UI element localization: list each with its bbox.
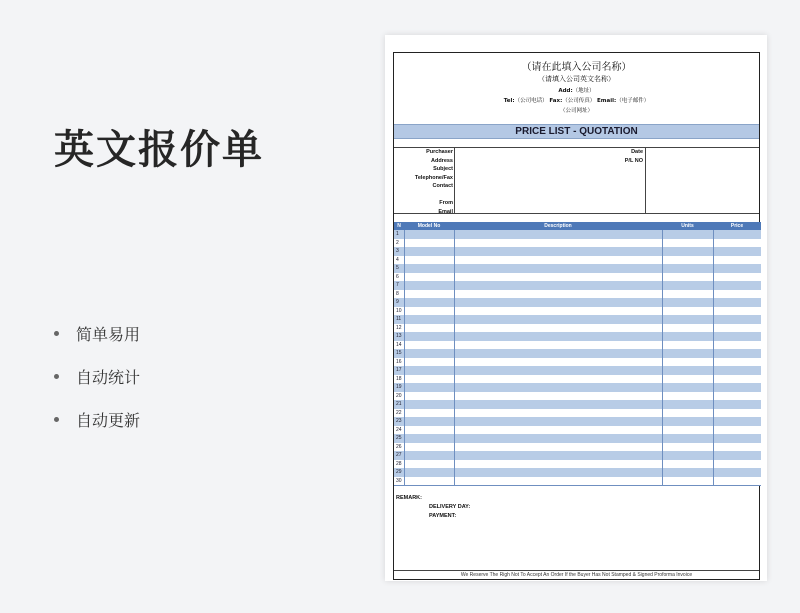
- table-cell: [662, 400, 713, 409]
- table-cell: [713, 273, 761, 282]
- row-number: 7: [394, 281, 404, 290]
- table-cell: [713, 426, 761, 435]
- table-cell: [662, 383, 713, 392]
- table-cell: [713, 460, 761, 469]
- table-row: [394, 281, 761, 290]
- row-number: 5: [394, 264, 404, 273]
- table-cell: [454, 392, 662, 401]
- row-number: 21: [394, 400, 404, 409]
- table-cell: [454, 375, 662, 384]
- table-cell: [404, 426, 454, 435]
- table-cell: [713, 392, 761, 401]
- table-body: [394, 230, 761, 485]
- table-cell: [404, 366, 454, 375]
- row-number: 30: [394, 477, 404, 486]
- table-cell: [454, 460, 662, 469]
- table-cell: [454, 383, 662, 392]
- table-cell: [404, 460, 454, 469]
- feature-label: 自动统计: [76, 368, 141, 387]
- table-cell: [404, 383, 454, 392]
- table-cell: [404, 230, 454, 239]
- table-row: [394, 264, 761, 273]
- table-cell: [404, 434, 454, 443]
- row-number: 1: [394, 230, 404, 239]
- table-cell: [713, 341, 761, 350]
- company-website: （公司网址）: [559, 108, 593, 114]
- row-number: 19: [394, 383, 404, 392]
- table-row: [394, 247, 761, 256]
- table-cell: [404, 298, 454, 307]
- remark-label: REMARK:: [396, 494, 422, 501]
- table-cell: [713, 264, 761, 273]
- blank-label: [394, 192, 453, 201]
- table-cell: [662, 366, 713, 375]
- table-cell: [713, 315, 761, 324]
- table-cell: [662, 315, 713, 324]
- table-row: [394, 358, 761, 367]
- table-cell: [404, 468, 454, 477]
- address-label: Address: [430, 157, 453, 164]
- row-number: 24: [394, 426, 404, 435]
- table-cell: [662, 332, 713, 341]
- table-cell: [662, 468, 713, 477]
- row-number: 8: [394, 290, 404, 299]
- price-list-title: PRICE LIST - QUOTATION: [394, 124, 759, 139]
- email-label: Email:: [597, 98, 617, 104]
- table-cell: [404, 332, 454, 341]
- table-cell: [713, 290, 761, 299]
- table-cell: [454, 230, 662, 239]
- tel-value: （公司电话）: [514, 98, 548, 104]
- table-cell: [662, 264, 713, 273]
- table-cell: [454, 417, 662, 426]
- feature-item: [54, 398, 140, 441]
- table-cell: [713, 332, 761, 341]
- info-block: [394, 147, 759, 214]
- table-cell: [454, 256, 662, 265]
- table-cell: [662, 349, 713, 358]
- table-row: [394, 451, 761, 460]
- table-cell: [454, 409, 662, 418]
- table-cell: [454, 443, 662, 452]
- table-row: [394, 230, 761, 239]
- table-row: [394, 468, 761, 477]
- table-row: [394, 477, 761, 486]
- table-cell: [713, 434, 761, 443]
- row-number: 13: [394, 332, 404, 341]
- table-cell: [662, 375, 713, 384]
- table-row: [394, 332, 761, 341]
- table-cell: [454, 307, 662, 316]
- divider: [645, 148, 646, 213]
- table-cell: [454, 315, 662, 324]
- row-number: 12: [394, 324, 404, 333]
- table-cell: [404, 477, 454, 486]
- table-cell: [713, 281, 761, 290]
- table-cell: [404, 256, 454, 265]
- table-cell: [662, 443, 713, 452]
- table-cell: [662, 409, 713, 418]
- table-cell: [713, 468, 761, 477]
- info-left-labels: [394, 149, 453, 217]
- table-cell: [404, 273, 454, 282]
- fax-value: （公司传真）: [562, 98, 596, 104]
- company-address: [394, 86, 759, 94]
- table-cell: [454, 366, 662, 375]
- table-cell: [662, 290, 713, 299]
- table-row: [394, 417, 761, 426]
- row-number: 16: [394, 358, 404, 367]
- table-cell: [713, 247, 761, 256]
- payment-label: PAYMENT:: [429, 512, 457, 519]
- col-model-no: Model No: [404, 222, 454, 230]
- feature-label: 自动更新: [76, 411, 141, 430]
- bullet-icon: [54, 331, 59, 336]
- table-cell: [713, 417, 761, 426]
- row-number: 2: [394, 239, 404, 248]
- row-number: 6: [394, 273, 404, 282]
- email-label: Email: [438, 208, 453, 215]
- table-row: [394, 375, 761, 384]
- table-row: [394, 443, 761, 452]
- table-row: [394, 273, 761, 282]
- table-cell: [713, 451, 761, 460]
- row-number: 10: [394, 307, 404, 316]
- table-cell: [454, 451, 662, 460]
- table-cell: [404, 281, 454, 290]
- table-cell: [713, 366, 761, 375]
- subject-label: Subject: [433, 166, 453, 172]
- row-number: 28: [394, 460, 404, 469]
- table-cell: [662, 477, 713, 486]
- table-cell: [662, 256, 713, 265]
- row-number: 17: [394, 366, 404, 375]
- table-row: [394, 290, 761, 299]
- feature-label: 简单易用: [76, 325, 141, 344]
- footer-note: We Reserve The Righ Not To Accept An Order If the Buyer Has Not Stamped & Signed Proforma Invoice: [394, 570, 759, 579]
- quotation-sheet: [393, 52, 760, 580]
- table-row: [394, 434, 761, 443]
- table-cell: [454, 426, 662, 435]
- add-label: Add:: [558, 88, 573, 94]
- col-price: Price: [713, 222, 761, 230]
- table-cell: [662, 239, 713, 248]
- table-cell: [454, 358, 662, 367]
- row-number: 4: [394, 256, 404, 265]
- table-cell: [454, 247, 662, 256]
- table-cell: [404, 392, 454, 401]
- col-n: N: [394, 222, 404, 230]
- contact-label: Contact: [432, 183, 453, 189]
- table-cell: [404, 341, 454, 350]
- table-cell: [662, 358, 713, 367]
- table-cell: [404, 307, 454, 316]
- email-value: （电子邮件）: [616, 98, 650, 104]
- table-cell: [662, 392, 713, 401]
- company-name: （请在此填入公司名称）: [521, 62, 632, 73]
- date-label: Date: [631, 149, 643, 155]
- table-row: [394, 307, 761, 316]
- table-cell: [454, 400, 662, 409]
- table-row: [394, 460, 761, 469]
- table-row: [394, 400, 761, 409]
- table-cell: [454, 239, 662, 248]
- table-cell: [454, 324, 662, 333]
- table-row: [394, 409, 761, 418]
- table-cell: [404, 358, 454, 367]
- table-cell: [713, 324, 761, 333]
- table-cell: [662, 307, 713, 316]
- row-number: 25: [394, 434, 404, 443]
- row-number: 23: [394, 417, 404, 426]
- table-cell: [662, 451, 713, 460]
- table-cell: [404, 247, 454, 256]
- table-cell: [404, 290, 454, 299]
- col-units: Units: [662, 222, 713, 230]
- table-cell: [662, 460, 713, 469]
- telephone-fax-label: Telephone/Fax: [414, 174, 453, 181]
- purchaser-label: Purchaser: [426, 149, 453, 155]
- table-cell: [404, 417, 454, 426]
- table-row: [394, 366, 761, 375]
- row-number: 15: [394, 349, 404, 358]
- table-cell: [454, 468, 662, 477]
- table-cell: [713, 400, 761, 409]
- add-value: （地址）: [572, 88, 595, 94]
- row-number: 9: [394, 298, 404, 307]
- company-contacts: [394, 96, 759, 104]
- table-row: [394, 349, 761, 358]
- table-cell: [713, 239, 761, 248]
- table-cell: [662, 247, 713, 256]
- table-cell: [662, 324, 713, 333]
- table-cell: [713, 383, 761, 392]
- table-cell: [404, 264, 454, 273]
- row-number: 18: [394, 375, 404, 384]
- table-row: [394, 341, 761, 350]
- table-cell: [713, 307, 761, 316]
- table-cell: [404, 349, 454, 358]
- table-cell: [404, 324, 454, 333]
- row-number: 14: [394, 341, 404, 350]
- table-cell: [454, 298, 662, 307]
- table-cell: [454, 477, 662, 486]
- table-cell: [662, 341, 713, 350]
- table-cell: [404, 375, 454, 384]
- table-cell: [454, 349, 662, 358]
- company-header: [394, 53, 759, 124]
- row-number: 11: [394, 315, 404, 324]
- table-cell: [404, 443, 454, 452]
- pl-no-label: P/L NO: [624, 157, 643, 164]
- row-number: 27: [394, 451, 404, 460]
- col-description: Description: [454, 222, 662, 230]
- table-cell: [713, 230, 761, 239]
- table-cell: [662, 417, 713, 426]
- row-number: 20: [394, 392, 404, 401]
- table-cell: [454, 281, 662, 290]
- table-cell: [662, 273, 713, 282]
- table-row: [394, 392, 761, 401]
- table-header-row: [394, 222, 761, 230]
- row-number: 3: [394, 247, 404, 256]
- from-label: From: [439, 200, 453, 206]
- table-row: [394, 383, 761, 392]
- table-row: [394, 239, 761, 248]
- table-cell: [713, 358, 761, 367]
- items-table: [394, 222, 761, 486]
- table-cell: [404, 239, 454, 248]
- table-cell: [404, 400, 454, 409]
- table-row: [394, 426, 761, 435]
- bullet-icon: [54, 417, 59, 422]
- tel-label: Tel:: [503, 98, 515, 104]
- table-cell: [662, 426, 713, 435]
- table-cell: [404, 315, 454, 324]
- table-cell: [713, 256, 761, 265]
- table-cell: [404, 451, 454, 460]
- table-cell: [713, 409, 761, 418]
- row-number: 22: [394, 409, 404, 418]
- delivery-label: DELIVERY DAY:: [429, 503, 471, 510]
- divider: [454, 148, 455, 213]
- hero-title: 英文报价单: [54, 127, 264, 173]
- table-cell: [713, 375, 761, 384]
- table-cell: [454, 332, 662, 341]
- fax-label: Fax:: [549, 98, 563, 104]
- remarks-block: [394, 486, 759, 544]
- table-cell: [454, 434, 662, 443]
- table-cell: [713, 443, 761, 452]
- row-number: 26: [394, 443, 404, 452]
- table-cell: [454, 290, 662, 299]
- company-name-en: （请填入公司英文名称）: [538, 75, 615, 83]
- table-cell: [454, 273, 662, 282]
- table-cell: [662, 434, 713, 443]
- row-number: 29: [394, 468, 404, 477]
- document-preview: [385, 35, 767, 581]
- feature-list: [54, 312, 140, 441]
- table-row: [394, 298, 761, 307]
- table-cell: [713, 349, 761, 358]
- table-cell: [404, 409, 454, 418]
- table-cell: [454, 341, 662, 350]
- table-cell: [713, 477, 761, 486]
- table-row: [394, 256, 761, 265]
- table-cell: [713, 298, 761, 307]
- table-cell: [454, 264, 662, 273]
- table-cell: [662, 298, 713, 307]
- info-right-labels: [594, 149, 643, 166]
- table-cell: [662, 281, 713, 290]
- bullet-icon: [54, 374, 59, 379]
- feature-item: [54, 355, 140, 398]
- table-row: [394, 324, 761, 333]
- table-row: [394, 315, 761, 324]
- table-cell: [662, 230, 713, 239]
- feature-item: [54, 312, 140, 355]
